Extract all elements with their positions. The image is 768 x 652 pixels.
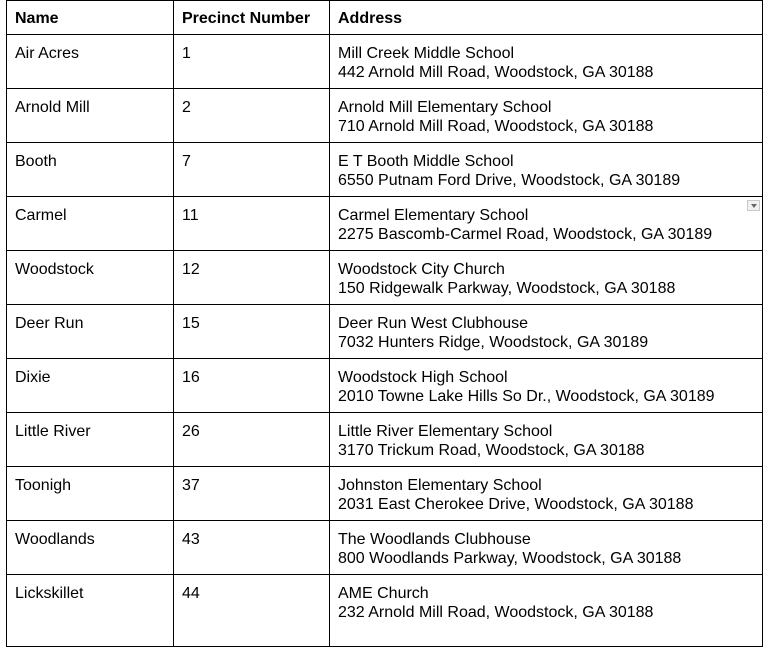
name-cell[interactable]: Carmel: [7, 197, 174, 251]
address-street: 7032 Hunters Ridge, Woodstock, GA 30189: [338, 334, 649, 351]
address-cell[interactable]: [330, 89, 763, 143]
address-location: Woodstock City Church: [338, 261, 505, 278]
address-street: 442 Arnold Mill Road, Woodstock, GA 30188: [338, 64, 654, 81]
name-cell[interactable]: Lickskillet: [7, 575, 174, 647]
address-location: Arnold Mill Elementary School: [338, 99, 552, 116]
precinct-number-cell[interactable]: 7: [174, 143, 330, 197]
address-cell[interactable]: [330, 305, 763, 359]
address-location: Mill Creek Middle School: [338, 45, 515, 62]
table-row: [7, 35, 763, 89]
address-location: AME Church: [338, 585, 429, 602]
table-row: [7, 251, 763, 305]
precinct-number-cell[interactable]: 43: [174, 521, 330, 575]
address-location: The Woodlands Clubhouse: [338, 531, 531, 548]
address-cell[interactable]: [330, 575, 763, 647]
address-street: 6550 Putnam Ford Drive, Woodstock, GA 30189: [338, 172, 681, 189]
table-row: [7, 521, 763, 575]
header-precinct-number: Precinct Number: [174, 1, 330, 35]
precinct-number-cell[interactable]: 16: [174, 359, 330, 413]
name-cell[interactable]: Woodstock: [7, 251, 174, 305]
precinct-number-cell[interactable]: 37: [174, 467, 330, 521]
table-row: [7, 143, 763, 197]
precinct-number-cell[interactable]: 2: [174, 89, 330, 143]
address-cell[interactable]: [330, 251, 763, 305]
address-cell[interactable]: [330, 467, 763, 521]
name-cell[interactable]: Deer Run: [7, 305, 174, 359]
precinct-number-cell[interactable]: 26: [174, 413, 330, 467]
address-cell[interactable]: [330, 197, 763, 251]
table-row: [7, 89, 763, 143]
table-row: [7, 359, 763, 413]
address-cell[interactable]: [330, 35, 763, 89]
chevron-down-icon[interactable]: [747, 200, 760, 211]
address-cell[interactable]: [330, 143, 763, 197]
address-location: Johnston Elementary School: [338, 477, 542, 494]
address-street: 150 Ridgewalk Parkway, Woodstock, GA 30188: [338, 280, 676, 297]
precinct-number-cell[interactable]: 15: [174, 305, 330, 359]
address-location: Woodstock High School: [338, 369, 508, 386]
precinct-number-cell[interactable]: 1: [174, 35, 330, 89]
address-cell[interactable]: [330, 359, 763, 413]
address-location: Deer Run West Clubhouse: [338, 315, 529, 332]
precinct-table: [6, 0, 763, 647]
address-location: Little River Elementary School: [338, 423, 553, 440]
table-row: [7, 305, 763, 359]
address-street: 2031 East Cherokee Drive, Woodstock, GA 30188: [338, 496, 694, 513]
table-row: [7, 575, 763, 647]
address-street: 710 Arnold Mill Road, Woodstock, GA 30188: [338, 118, 654, 135]
address-street: 232 Arnold Mill Road, Woodstock, GA 30188: [338, 604, 654, 621]
address-cell[interactable]: [330, 413, 763, 467]
header-address: Address: [330, 1, 763, 35]
precinct-number-cell[interactable]: 11: [174, 197, 330, 251]
address-street: 2010 Towne Lake Hills So Dr., Woodstock, GA 30189: [338, 388, 715, 405]
precinct-number-cell[interactable]: 44: [174, 575, 330, 647]
table-row: [7, 413, 763, 467]
address-street: 800 Woodlands Parkway, Woodstock, GA 30188: [338, 550, 682, 567]
table-header-row: [7, 1, 763, 35]
name-cell[interactable]: Booth: [7, 143, 174, 197]
name-cell[interactable]: Woodlands: [7, 521, 174, 575]
name-cell[interactable]: Dixie: [7, 359, 174, 413]
name-cell[interactable]: Toonigh: [7, 467, 174, 521]
name-cell[interactable]: Little River: [7, 413, 174, 467]
header-name: Name: [7, 1, 174, 35]
precinct-number-cell[interactable]: 12: [174, 251, 330, 305]
table-row: [7, 467, 763, 521]
address-location: E T Booth Middle School: [338, 153, 514, 170]
address-street: 2275 Bascomb-Carmel Road, Woodstock, GA 30189: [338, 226, 713, 243]
table-row: [7, 197, 763, 251]
name-cell[interactable]: Air Acres: [7, 35, 174, 89]
address-street: 3170 Trickum Road, Woodstock, GA 30188: [338, 442, 645, 459]
address-cell[interactable]: [330, 521, 763, 575]
name-cell[interactable]: Arnold Mill: [7, 89, 174, 143]
address-location: Carmel Elementary School: [338, 207, 529, 224]
